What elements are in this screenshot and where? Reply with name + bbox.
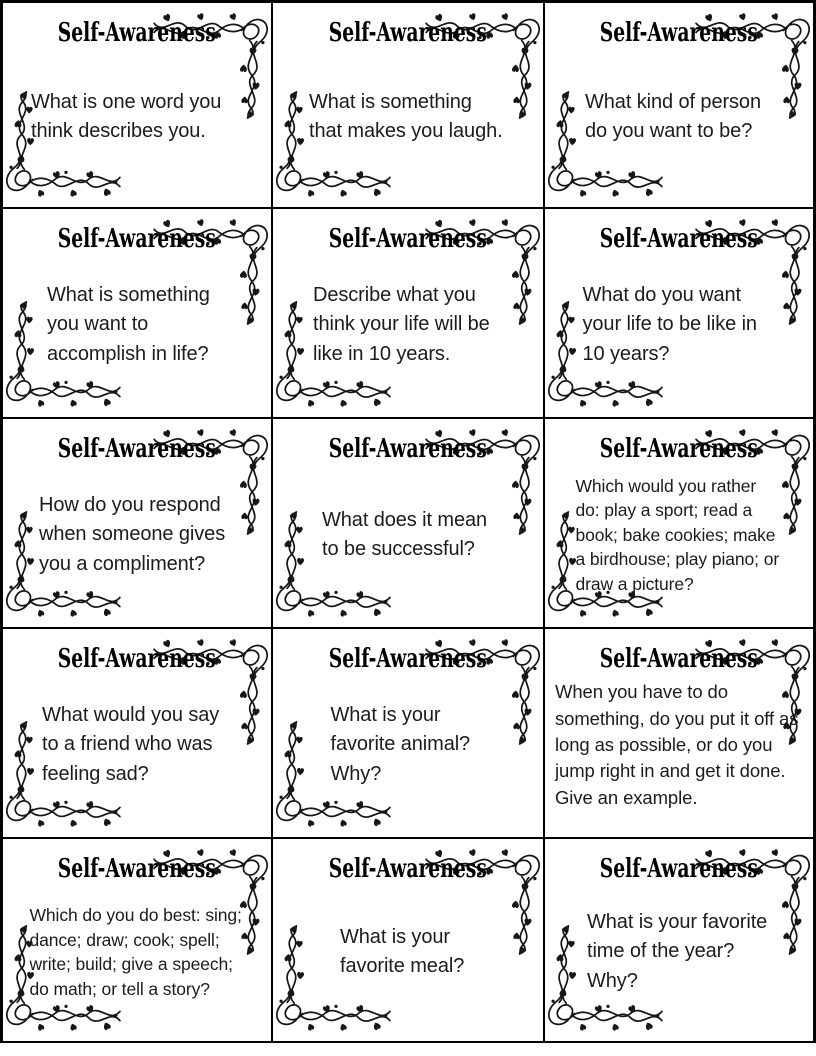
card-title [273, 629, 543, 673]
card-title [3, 209, 271, 253]
card-question: How do you respond when someone gives you a compliment? [39, 493, 226, 575]
card-title [3, 419, 271, 463]
card-question: Which do you do best: sing; dance; draw; cook; spell; write; build; give a speech; do math; or tell a story? [29, 905, 242, 999]
card-title-text: Self-Awareness [599, 434, 759, 464]
question-card [273, 629, 543, 837]
card-question: Describe what you think your life will be like in 10 years. [313, 283, 490, 365]
card-question: What does it mean to be successful? [322, 508, 488, 561]
card-question: What would you say to a friend who was feeling sad? [42, 703, 220, 785]
card-title [3, 3, 271, 47]
card-question-area [545, 883, 813, 1041]
card-title [545, 209, 813, 253]
card-title-text: Self-Awareness [328, 18, 488, 48]
card-question-area [273, 253, 543, 417]
question-card [545, 419, 813, 627]
card-question-area [545, 47, 813, 207]
card-title-text: Self-Awareness [599, 644, 759, 674]
card-title [273, 419, 543, 463]
card-title-text: Self-Awareness [328, 224, 488, 254]
card-title [545, 839, 813, 883]
question-card [3, 839, 271, 1041]
question-card [3, 3, 271, 207]
card-question-area [3, 253, 271, 417]
question-card [273, 3, 543, 207]
question-card [273, 209, 543, 417]
card-title-text: Self-Awareness [328, 434, 488, 464]
card-question: What kind of person do you want to be? [585, 90, 761, 143]
card-title-text: Self-Awareness [57, 224, 217, 254]
card-question-area [545, 253, 813, 417]
card-question-area [273, 673, 543, 837]
card-question: What is one word you think describes you. [31, 90, 222, 143]
card-title-text: Self-Awareness [599, 224, 759, 254]
card-title-text: Self-Awareness [57, 854, 217, 884]
question-card [545, 3, 813, 207]
card-title-text: Self-Awareness [328, 644, 488, 674]
question-card [3, 419, 271, 627]
card-title [545, 419, 813, 463]
question-card [273, 839, 543, 1041]
card-question-area [273, 463, 543, 627]
card-question: Which would you rather do: play a sport; read a book; bake cookies; make a birdhouse; play piano; or draw a picture? [575, 475, 780, 594]
card-question-area [3, 673, 271, 837]
card-title-text: Self-Awareness [328, 854, 488, 884]
card-question-area [545, 463, 813, 627]
card-question-area [273, 883, 543, 1041]
question-card [545, 629, 813, 837]
card-question-area [273, 47, 543, 207]
card-question: What do you want your life to be like in 10 years? [582, 283, 757, 365]
card-question-area [3, 883, 271, 1041]
card-title [3, 629, 271, 673]
question-card [273, 419, 543, 627]
card-title [3, 839, 271, 883]
card-title [273, 3, 543, 47]
card-title-text: Self-Awareness [57, 434, 217, 464]
card-question: What is something that makes you laugh. [309, 90, 503, 143]
card-title-text: Self-Awareness [599, 854, 759, 884]
question-card [3, 209, 271, 417]
card-title-text: Self-Awareness [599, 18, 759, 48]
card-title-text: Self-Awareness [57, 18, 217, 48]
card-title [273, 839, 543, 883]
card-title-text: Self-Awareness [57, 644, 217, 674]
card-question-area [3, 47, 271, 207]
card-question-area [545, 673, 813, 837]
card-question: What is something you want to accomplish in life? [47, 283, 210, 365]
card-title [545, 629, 813, 673]
question-card [545, 209, 813, 417]
card-question-area [3, 463, 271, 627]
card-question: What is your favorite meal? [340, 925, 465, 978]
card-question: What is your favorite animal? Why? [330, 703, 471, 785]
card-question: What is your favorite time of the year? Why? [587, 910, 768, 992]
question-card [3, 629, 271, 837]
page-bottom-margin [0, 1043, 816, 1056]
card-title [545, 3, 813, 47]
question-card [545, 839, 813, 1041]
card-title [273, 209, 543, 253]
card-question: When you have to do something, do you put it off as long as possible, or do you jump right in and get it done. Give an example. [555, 681, 799, 808]
